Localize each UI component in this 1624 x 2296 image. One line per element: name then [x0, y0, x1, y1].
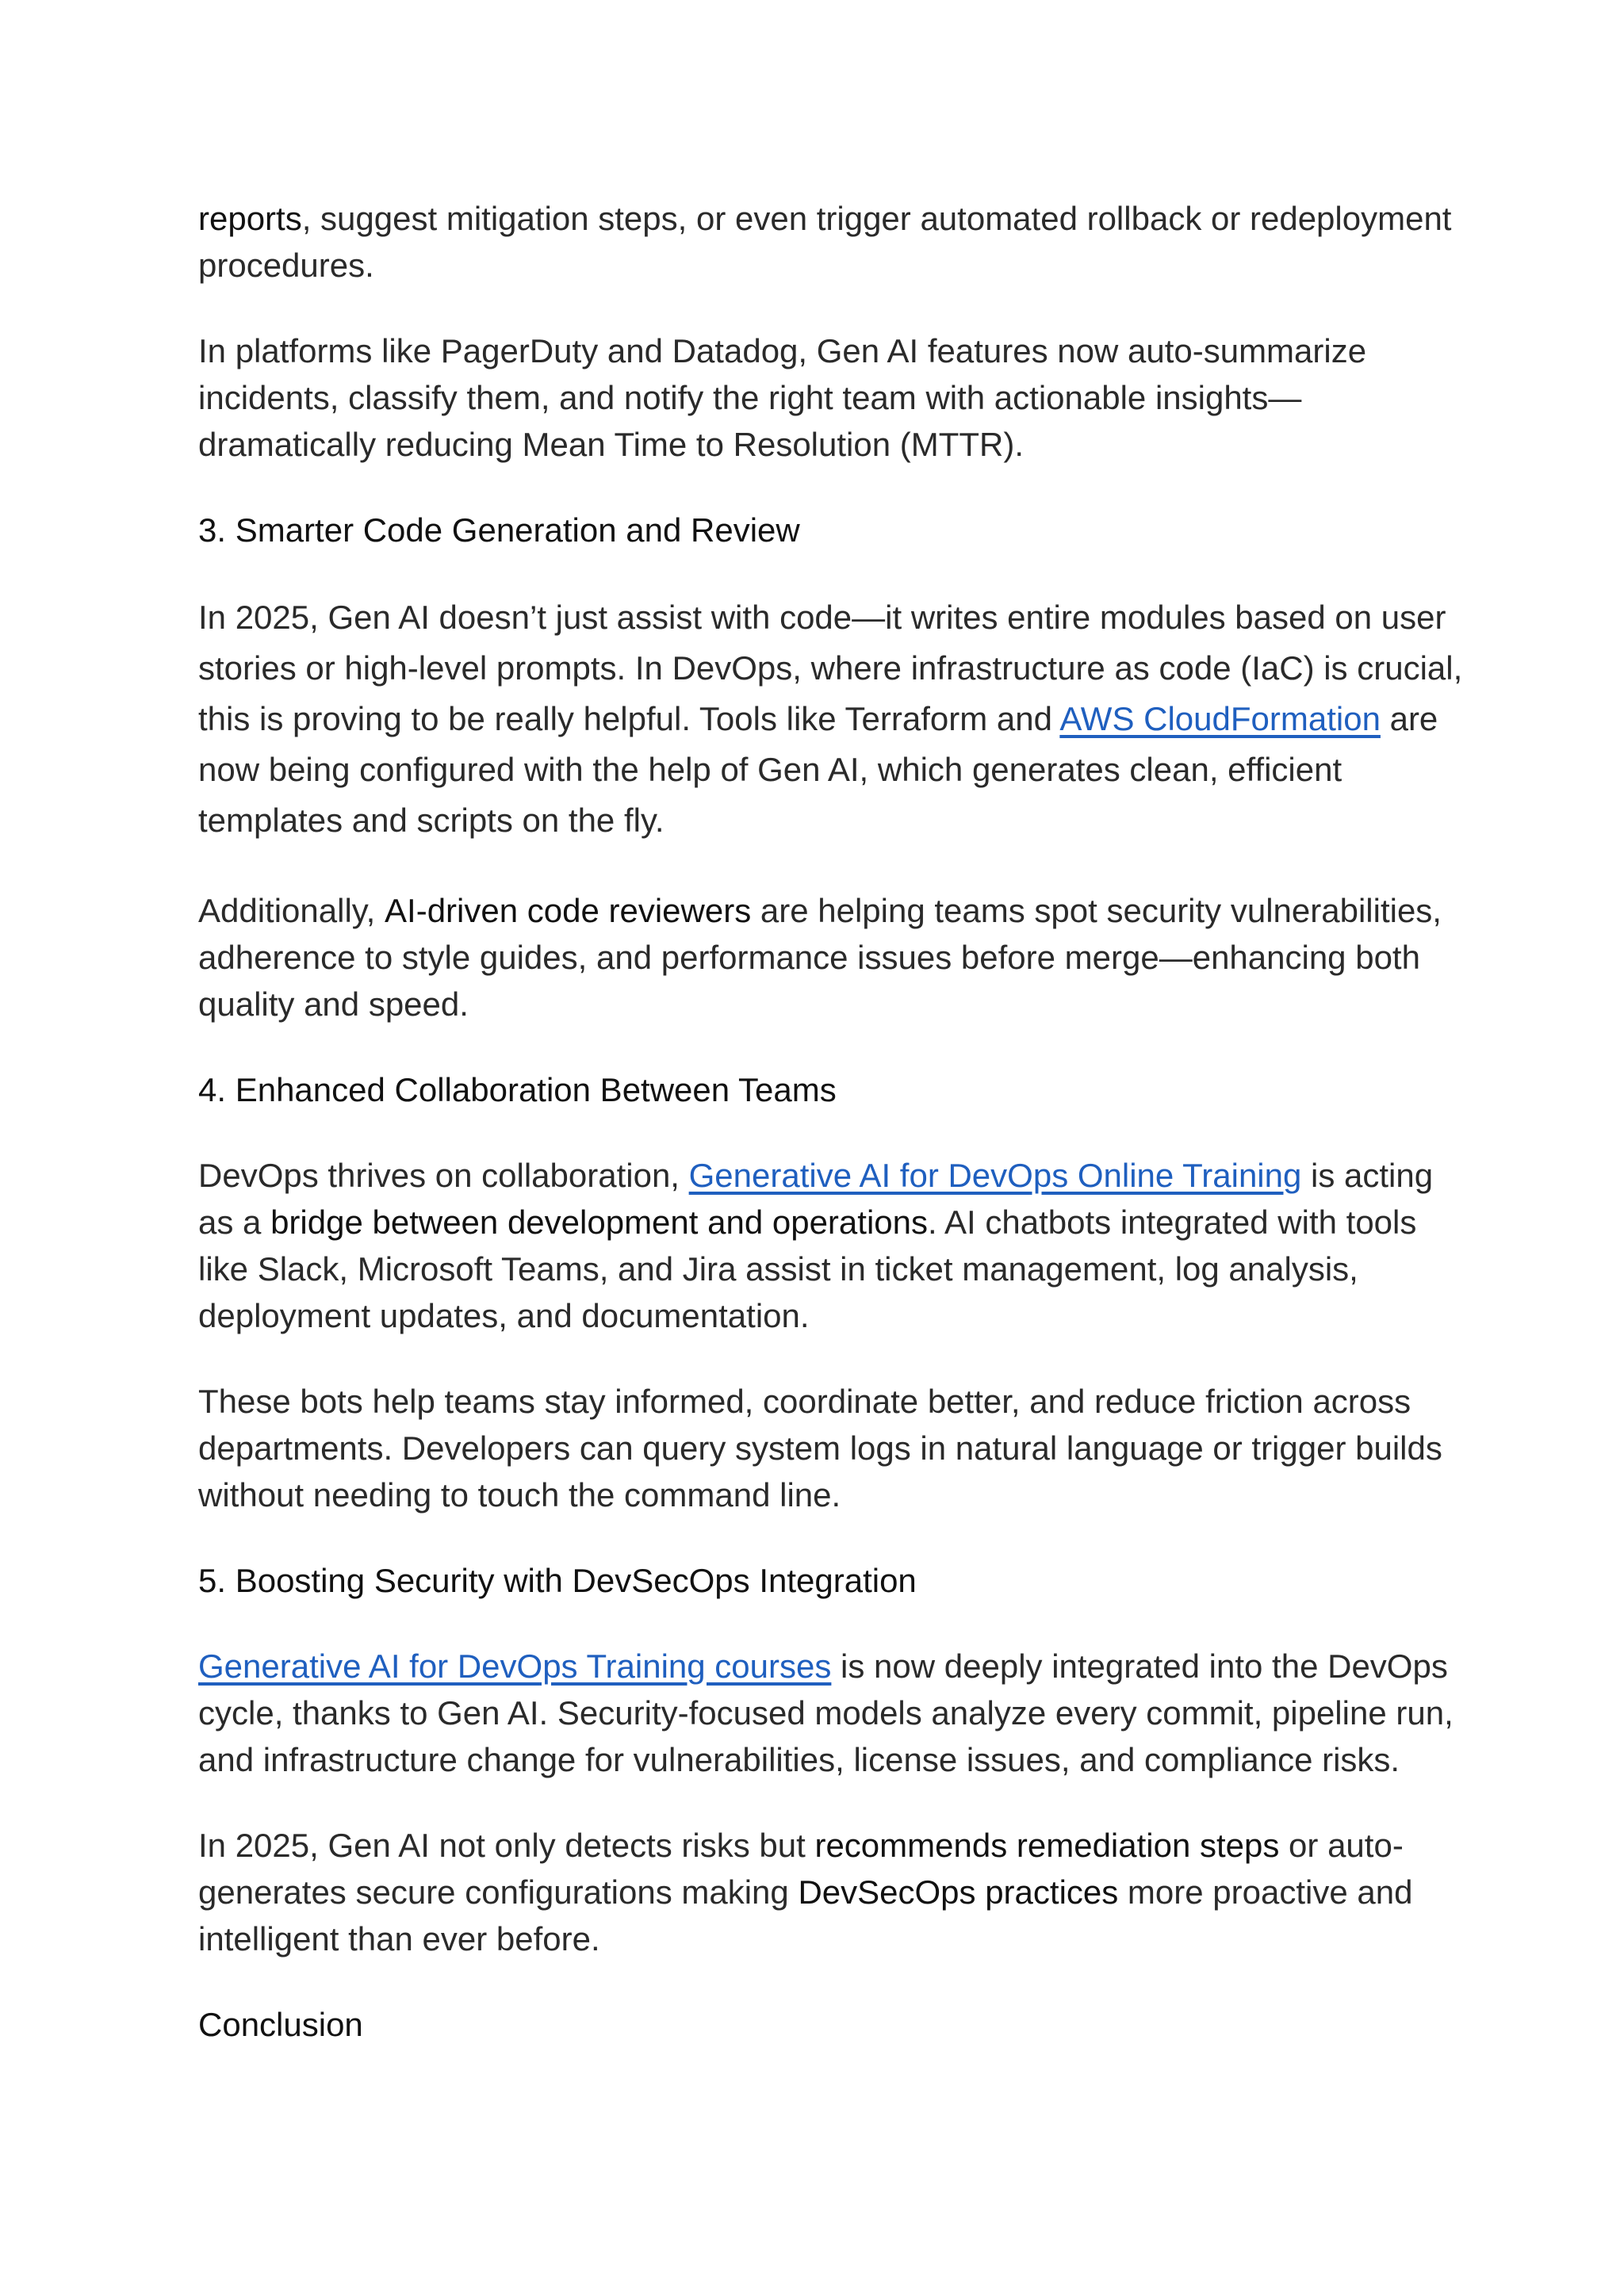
- bold-devsecops: DevSecOps practices: [798, 1873, 1119, 1911]
- text: are helping teams spot security vulnerabilities, adherence to style guides, and performance issues before merge—enhancing both quality and speed.: [198, 892, 1442, 1023]
- heading-collaboration: 4. Enhanced Collaboration Between Teams: [198, 1071, 837, 1108]
- heading-security: 5. Boosting Security with DevSecOps Integration: [198, 1562, 917, 1599]
- heading-conclusion: Conclusion: [198, 2006, 363, 2043]
- text: is acting as a: [198, 1157, 1434, 1241]
- text: Additionally,: [198, 892, 385, 929]
- devops-training-courses-link[interactable]: Generative AI for DevOps Training courses: [198, 1647, 832, 1685]
- paragraph-collaboration: [198, 1152, 1467, 1339]
- text: . AI chatbots integrated with tools like Slack, Microsoft Teams, and Jira assist in ticket management, log analysis, deployment updates, and documentation.: [198, 1203, 1417, 1334]
- text: In 2025, Gen AI doesn’t just assist with code—it writes entire modules based on user stories or high-level prompts. In DevOps, where infrastructure as code (IaC) is crucial, this is proving to be really helpful. Tools like Terraform and: [198, 599, 1463, 737]
- document-page: [198, 195, 1467, 2087]
- paragraph-platforms: In platforms like PagerDuty and Datadog, Gen AI features now auto-summarize incidents, classify them, and notify the right team with actionable insights—dramatically reducing Mean Time to Resolution (MTTR).: [198, 332, 1367, 463]
- bold-ai-code-reviewers: AI-driven code reviewers: [385, 892, 752, 929]
- paragraph-code-reviewers: [198, 887, 1467, 1027]
- text: DevOps thrives on collaboration,: [198, 1157, 689, 1194]
- paragraph-security: [198, 1643, 1467, 1783]
- bold-remediation: recommends remediation steps: [814, 1827, 1280, 1864]
- paragraph-code-generation: [198, 592, 1467, 846]
- paragraph-bots: These bots help teams stay informed, coordinate better, and reduce friction across departments. Developers can query system logs in natural language or trigger builds without needing to touch the command line.: [198, 1383, 1442, 1513]
- text: In 2025, Gen AI not only detects risks but: [198, 1827, 815, 1864]
- devops-online-training-link[interactable]: Generative AI for DevOps Online Training: [688, 1157, 1302, 1194]
- text: more proactive and intelligent than ever before.: [198, 1873, 1413, 1957]
- bold-reports: reports: [198, 200, 302, 237]
- paragraph-reports: [198, 195, 1467, 289]
- text: or auto-generates secure configurations making: [198, 1827, 1404, 1911]
- heading-code-generation: 3. Smarter Code Generation and Review: [198, 511, 800, 549]
- text: is now deeply integrated into the DevOps cycle, thanks to Gen AI. Security-focused models analyze every commit, pipeline run, and infrastructure change for vulnerabilities, license issues, and compliance risks.: [198, 1647, 1454, 1778]
- text: , suggest mitigation steps, or even trigger automated rollback or redeployment procedures.: [198, 200, 1452, 284]
- paragraph-remediation: [198, 1822, 1467, 1962]
- bold-bridge: bridge between development and operations: [270, 1203, 928, 1241]
- aws-cloudformation-link[interactable]: AWS CloudFormation: [1059, 700, 1381, 737]
- text: are now being configured with the help of Gen AI, which generates clean, efficient templates and scripts on the fly.: [198, 700, 1438, 839]
